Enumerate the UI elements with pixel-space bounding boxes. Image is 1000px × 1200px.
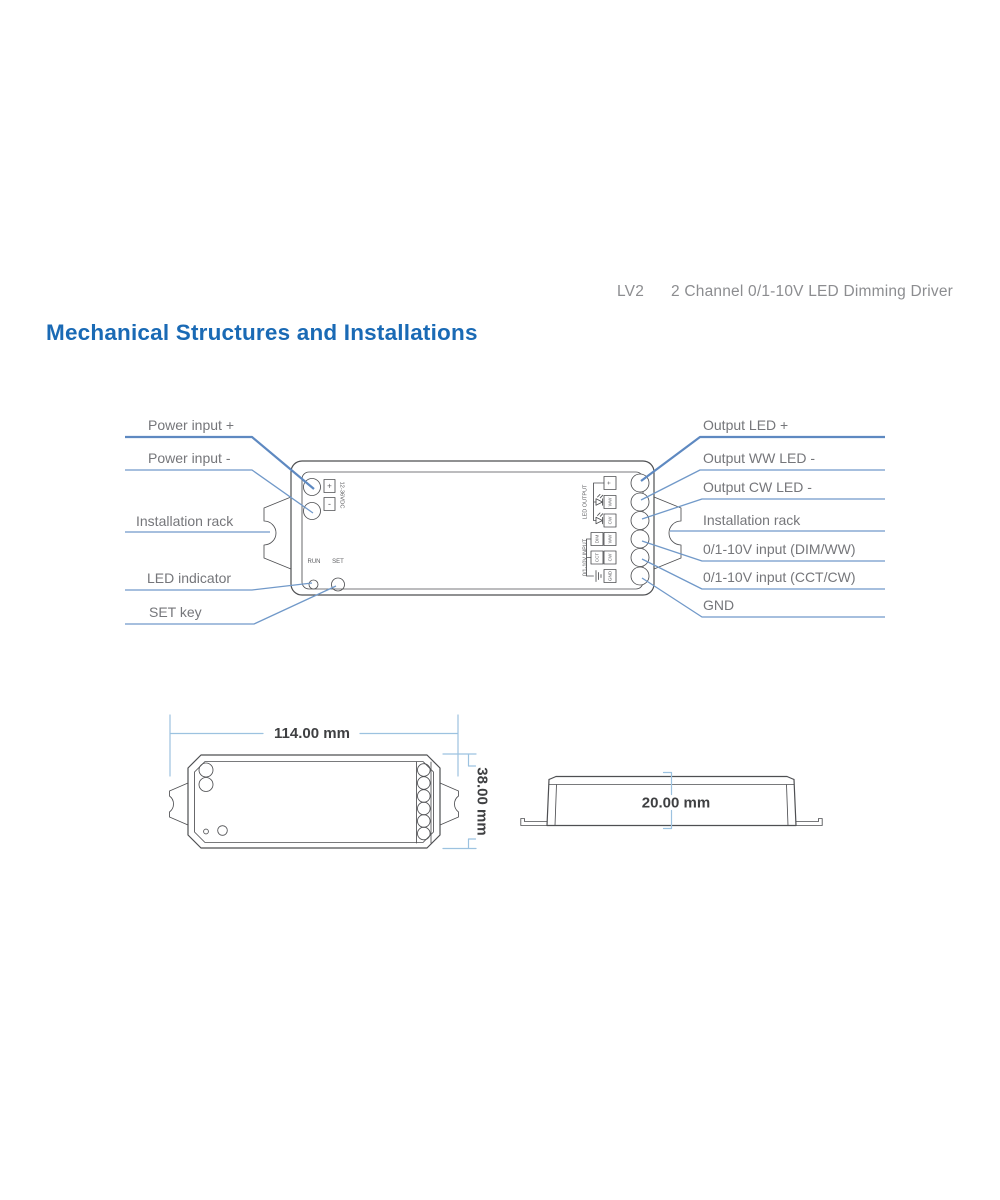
input-group-label: 0/1-10V INPUT — [582, 538, 589, 577]
power-plus-label: + — [327, 481, 332, 491]
callout-power-input-minus: Power input - — [148, 450, 231, 466]
callout-input-cct-cw: 0/1-10V input (CCT/CW) — [703, 569, 856, 585]
callout-output-ww-led: Output WW LED - — [703, 450, 816, 466]
terminal-hole — [631, 549, 649, 567]
terminal-label-gnd: GND — [607, 570, 613, 582]
callout-gnd: GND — [703, 597, 735, 613]
terminal-label-cct: CCT — [594, 552, 600, 563]
terminal-label-out-cw: CW — [607, 516, 613, 525]
side-view-dimension-diagram — [521, 773, 822, 829]
voltage-range-label: 12-36VDC — [338, 481, 345, 509]
callout-led-indicator: LED indicator — [147, 570, 232, 586]
led-output-group-label: LED OUTPUT — [582, 484, 589, 520]
power-minus-label: - — [328, 499, 331, 509]
callout-output-cw-led: Output CW LED - — [703, 479, 812, 495]
terminal-hole — [631, 493, 649, 511]
right-mounting-wing — [440, 783, 459, 825]
product-name: 2 Channel 0/1-10V LED Dimming Driver — [671, 283, 954, 300]
terminal-label-dim: DIM — [594, 534, 600, 544]
right-mounting-foot — [796, 819, 822, 826]
terminal-hole — [631, 530, 649, 548]
callout-power-input-plus: Power input + — [148, 417, 234, 433]
top-view-dimension-diagram — [170, 715, 491, 849]
terminal-hole — [631, 512, 649, 530]
left-mounting-wing — [264, 497, 291, 569]
width-dimension-label: 114.00 mm — [274, 725, 350, 742]
run-label: RUN — [307, 559, 321, 565]
callout-input-dim-ww: 0/1-10V input (DIM/WW) — [703, 541, 856, 557]
terminal-label-in-cw: CW — [607, 553, 613, 562]
callout-output-led-plus: Output LED + — [703, 417, 789, 433]
set-label: SET — [332, 559, 344, 565]
callout-installation-rack-left: Installation rack — [136, 513, 234, 529]
terminal-label-out-plus: + — [607, 481, 613, 485]
callout-set-key: SET key — [149, 604, 202, 620]
section-title: Mechanical Structures and Installations — [46, 320, 478, 345]
left-mounting-wing — [170, 783, 189, 825]
product-model: LV2 — [617, 283, 645, 300]
left-mounting-foot — [521, 819, 547, 826]
power-terminal-minus-hole — [304, 503, 321, 520]
depth-dimension-label: 20.00 mm — [641, 794, 711, 812]
height-dimension-label: 38.00 mm — [473, 767, 491, 836]
terminal-label-in-ww: WW — [607, 534, 613, 544]
terminal-hole — [631, 567, 649, 585]
terminal-label-out-ww: WW — [607, 497, 613, 507]
main-device-diagram — [125, 417, 885, 624]
callout-installation-rack-right: Installation rack — [703, 512, 801, 528]
